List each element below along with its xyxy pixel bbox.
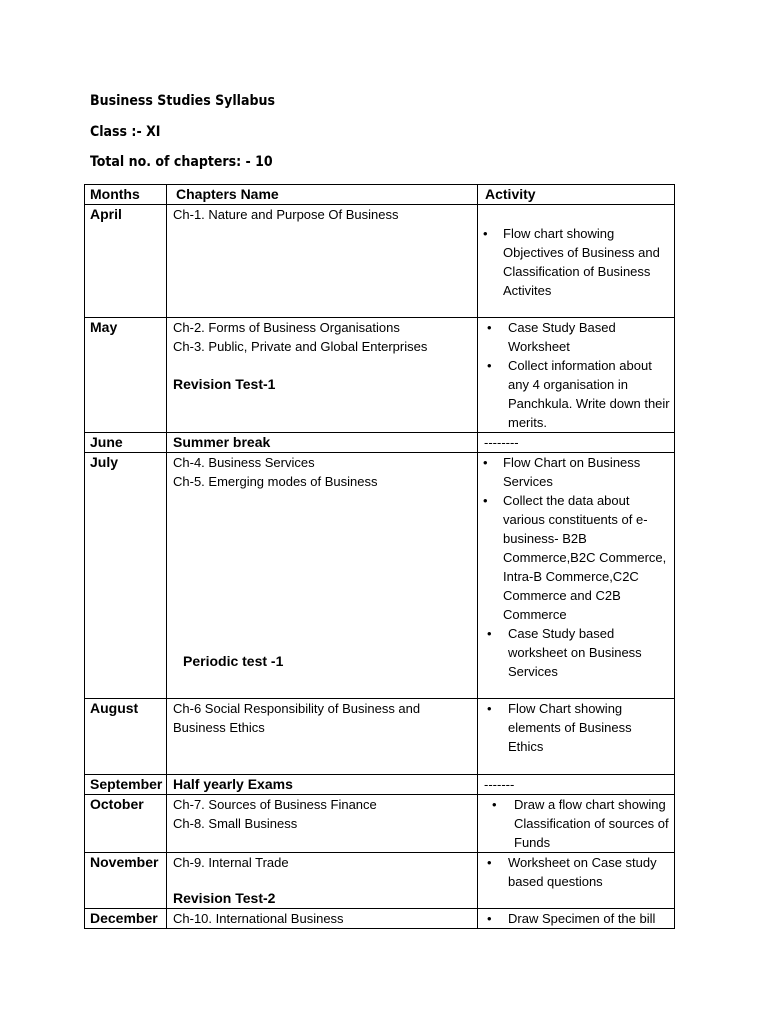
month-cell: April	[90, 206, 122, 222]
periodic-test-label: Periodic test -1	[183, 653, 284, 669]
revision-test-label: Revision Test-2	[173, 890, 276, 906]
table-row	[85, 909, 675, 929]
table-row	[85, 433, 675, 453]
chapter-line: Half yearly Exams	[173, 776, 293, 792]
activity-list	[478, 909, 674, 928]
table-row	[85, 318, 675, 433]
chapter-line: Ch-4. Business Services	[173, 455, 315, 470]
page-title: Business Studies Syllabus	[90, 93, 275, 109]
month-cell: August	[90, 700, 139, 716]
activity-list	[478, 699, 674, 756]
header-months: Months	[85, 185, 167, 205]
activity-item: • Draw Specimen of the bill	[487, 911, 656, 926]
table-row	[85, 775, 675, 795]
table-row	[85, 795, 675, 853]
chapter-line: Ch-6 Social Responsibility of Business and Business Ethics	[173, 701, 421, 735]
chapter-line: Ch-10. International Business	[173, 911, 344, 926]
header-chapters: Chapters Name	[167, 185, 478, 205]
chapters-count-line: Total no. of chapters: - 10	[90, 154, 273, 170]
activity-item: • Collect information about any 4 organisation in Panchkula. Write down their merits.	[487, 358, 670, 430]
revision-test-label: Revision Test-1	[173, 376, 276, 392]
table-row	[85, 699, 675, 775]
activity-item: • Worksheet on Case study based questions	[487, 855, 657, 889]
activity-item: • Case Study based worksheet on Business Services	[487, 626, 642, 679]
month-cell: July	[90, 454, 119, 470]
activity-list	[478, 224, 674, 300]
chapter-line: Ch-9. Internal Trade	[173, 855, 289, 870]
activity-item: • Flow chart showing Objectives of Business and Classification of Business Activites	[483, 226, 660, 298]
chapter-line: Ch-3. Public, Private and Global Enterprises	[173, 339, 428, 354]
activity-list	[478, 853, 674, 891]
activity-placeholder: -------	[484, 777, 515, 792]
month-cell: November	[90, 854, 159, 870]
chapter-line: Ch-1. Nature and Purpose Of Business	[173, 207, 399, 222]
header-activity: Activity	[478, 185, 675, 205]
table-row	[85, 853, 675, 909]
activity-item: • Flow Chart showing elements of Business Ethics	[487, 701, 632, 754]
activity-placeholder: --------	[484, 435, 519, 450]
chapter-line: Ch-5. Emerging modes of Business	[173, 474, 378, 489]
chapter-line: Ch-2. Forms of Business Organisations	[173, 320, 400, 335]
activity-item: • Collect the data about various constituents of e-business- B2B Commerce,B2C Commerce, Intra-B Commerce,C2C Commerce and C2B Commerce	[483, 493, 667, 622]
activity-item: • Case Study Based Worksheet	[487, 320, 616, 354]
chapter-line: Summer break	[173, 434, 271, 450]
table-row	[85, 205, 675, 318]
table-header-row	[85, 185, 675, 205]
month-cell: December	[90, 910, 158, 926]
syllabus-table	[84, 184, 675, 929]
activity-list	[478, 453, 674, 624]
table-row	[85, 453, 675, 699]
month-cell: September	[90, 776, 163, 792]
activity-list	[478, 795, 674, 852]
class-line: Class :- XI	[90, 124, 161, 140]
month-cell: June	[90, 434, 123, 450]
chapter-line: Ch-7. Sources of Business Finance	[173, 797, 377, 812]
month-cell: October	[90, 796, 144, 812]
chapter-line: Ch-8. Small Business	[173, 816, 298, 831]
activity-item: • Flow Chart on Business Services	[483, 455, 641, 489]
month-cell: May	[90, 319, 118, 335]
activity-list	[478, 624, 674, 681]
activity-list	[478, 318, 674, 432]
activity-item: • Draw a flow chart showing Classification of sources of Funds	[492, 797, 669, 850]
